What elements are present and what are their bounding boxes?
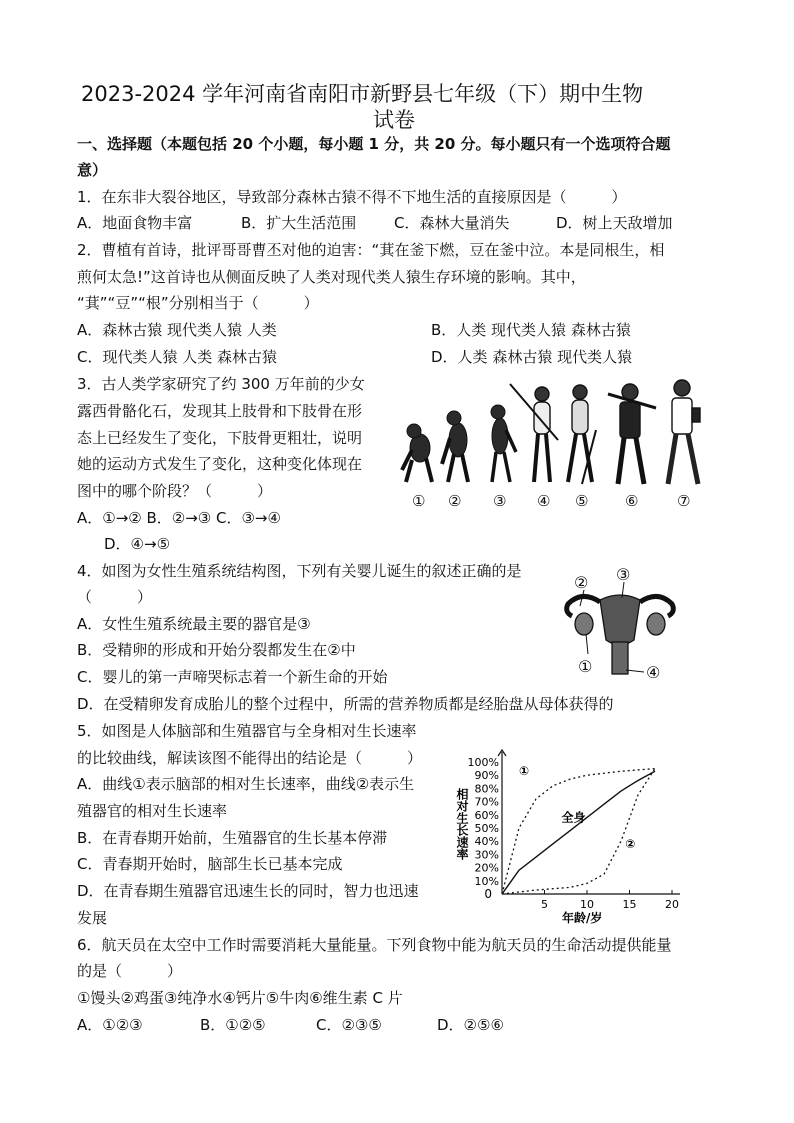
- y-tick-label: 40%: [474, 835, 499, 849]
- q2-stem-line3: “萁”“豆”“根”分别相当于（ ）: [77, 294, 319, 312]
- y-tick-label: 90%: [474, 769, 499, 783]
- x-tick-label: 10: [580, 898, 594, 911]
- origin-label: 0: [484, 887, 492, 901]
- human-evolution-figure: [398, 378, 714, 513]
- figure-label-2: ②: [574, 573, 589, 592]
- q6-option-c: C．②③⑤: [316, 1016, 382, 1034]
- figure-label-4: ④: [537, 492, 551, 510]
- y-tick-label: 20%: [474, 861, 499, 875]
- q3-stem-line5: 图中的哪个阶段？（ ）: [77, 482, 273, 500]
- y-tick-label: 80%: [474, 782, 499, 796]
- q2-stem-line2: 煎何太急!”这首诗也从侧面反映了人类对现代类人猿生存环境的影响。其中，: [77, 268, 586, 286]
- q1-option-b: B．扩大生活范围: [241, 214, 357, 232]
- q5-stem-line2: 的比较曲线，解读该图不能得出的结论是（ ）: [77, 749, 423, 767]
- q3-stem-line4: 她的运动方式发生了变化，这种变化体现在: [77, 455, 363, 473]
- x-axis-label: 年龄/岁: [562, 911, 603, 925]
- q2-option-b: B．人类 现代类人猿 森林古猿: [431, 321, 631, 339]
- figure-label-3: ③: [493, 492, 507, 510]
- q1-option-a: A．地面食物丰富: [77, 214, 193, 232]
- section-header: 一、选择题（本题包括 20 个小题，每小题 1 分，共 20 分。每小题只有一个选项符合题: [77, 135, 671, 153]
- y-tick-label: 100%: [467, 756, 499, 769]
- q5-option-c: C．青春期开始时，脑部生长已基本完成: [77, 855, 343, 873]
- q3-stem-line1: 3．古人类学家研究了约 300 万年前的少女: [77, 375, 365, 393]
- figure-label-5: ⑤: [575, 492, 589, 510]
- section-header-line2: 意）: [77, 161, 108, 179]
- q1-stem: 1．在东非大裂谷地区，导致部分森林古猿不得不下地生活的直接原因是（ ）: [77, 188, 627, 206]
- q3-options-line1: A．①→② B．②→③ C．③→④: [77, 509, 281, 527]
- y-tick-label: 10%: [474, 874, 499, 888]
- q6-stem-line1: 6．航天员在太空中工作时需要消耗大量能量。下列食物中能为航天员的生命活动提供能量: [77, 936, 672, 954]
- q6-option-b: B．①②⑤: [200, 1016, 266, 1034]
- q2-option-a: A．森林古猿 现代类人猿 人类: [77, 321, 277, 339]
- q4-stem: 4．如图为女性生殖系统结构图，下列有关婴儿诞生的叙述正确的是: [77, 562, 522, 580]
- series-line: [502, 769, 655, 894]
- q4-option-c: C．婴儿的第一声啼哭标志着一个新生命的开始: [77, 668, 388, 686]
- y-tick-label: 30%: [474, 848, 499, 862]
- female-reproductive-system-figure: [560, 562, 680, 684]
- figure-stage-3: [492, 418, 508, 454]
- y-tick-label: 70%: [474, 795, 499, 809]
- page-title-line2: 试卷: [373, 108, 415, 132]
- figure-stage-7: [674, 380, 690, 396]
- q6-option-d: D．②⑤⑥: [437, 1016, 504, 1034]
- q6-stem-line2: 的是（ ）: [77, 962, 183, 980]
- q5-option-a: A．曲线①表示脑部的相对生长速率，曲线②表示生: [77, 775, 415, 793]
- figure-label-2: ②: [448, 492, 462, 510]
- figure-label-4: ④: [646, 663, 661, 682]
- series-label: ②: [625, 836, 636, 851]
- series-line: [502, 771, 655, 894]
- q4-option-d: D．在受精卵发育成胎儿的整个过程中，所需的营养物质都是经胎盘从母体获得的: [77, 695, 614, 713]
- q2-option-d: D．人类 森林古猿 现代类人猿: [431, 348, 633, 366]
- q6-items: ①馒头②鸡蛋③纯净水④钙片⑤牛肉⑥维生素 C 片: [77, 989, 403, 1007]
- x-tick-label: 15: [622, 898, 637, 911]
- y-tick-label: 50%: [474, 822, 499, 835]
- figure-stage-5: [573, 385, 587, 399]
- figure-label-6: ⑥: [625, 492, 639, 510]
- series-line: [502, 769, 655, 894]
- q2-option-c: C．现代类人猿 人类 森林古猿: [77, 348, 278, 366]
- figure-label-3: ③: [616, 565, 631, 584]
- y-tick-label: 60%: [474, 808, 499, 822]
- x-tick-label: 5: [541, 898, 548, 911]
- x-tick-label: 20: [665, 898, 679, 911]
- figure-stage-4: [535, 387, 549, 401]
- q4-option-b: B．受精卵的形成和开始分裂都发生在②中: [77, 641, 356, 659]
- q5-option-b: B．在青春期开始前，生殖器官的生长基本停滞: [77, 829, 388, 847]
- q3-stem-line2: 露西骨骼化石，发现其上肢骨和下肢骨在形: [77, 402, 363, 420]
- q3-options-line2: D．④→⑤: [104, 535, 171, 553]
- series-label: 全身: [561, 810, 586, 825]
- q4-option-a: A．女性生殖系统最主要的器官是③: [77, 615, 311, 633]
- q2-stem-line1: 2．曹植有首诗，批评哥哥曹丕对他的迫害：“萁在釜下燃，豆在釜中泣。本是同根生，相: [77, 241, 665, 259]
- figure-label-1: ①: [412, 492, 426, 510]
- q1-option-d: D．树上天敌增加: [556, 214, 673, 232]
- q5-stem-line1: 5．如图是人体脑部和生殖器官与全身相对生长速率: [77, 722, 417, 740]
- q5-option-a-cont: 殖器官的相对生长速率: [77, 802, 228, 820]
- figure-label-1: ①: [578, 657, 593, 676]
- series-label: ①: [519, 764, 530, 779]
- growth-rate-chart: [452, 748, 692, 926]
- q3-stem-line3: 态上已经发生了变化，下肢骨更粗壮，说明: [77, 429, 363, 447]
- q5-option-d-cont: 发展: [77, 909, 108, 927]
- q4-stem-line2: （ ）: [77, 588, 153, 606]
- y-axis-label: 相对生长速率: [455, 788, 469, 860]
- q6-option-a: A．①②③: [77, 1016, 143, 1034]
- page-title: 2023-2024 学年河南省南阳市新野县七年级（下）期中生物: [81, 82, 644, 106]
- q5-option-d: D．在青春期生殖器官迅速生长的同时，智力也迅速: [77, 882, 419, 900]
- figure-label-7: ⑦: [677, 492, 691, 510]
- q1-option-c: C．森林大量消失: [394, 214, 510, 232]
- figure-stage-2: [449, 423, 467, 457]
- uterus-shape: [600, 595, 640, 645]
